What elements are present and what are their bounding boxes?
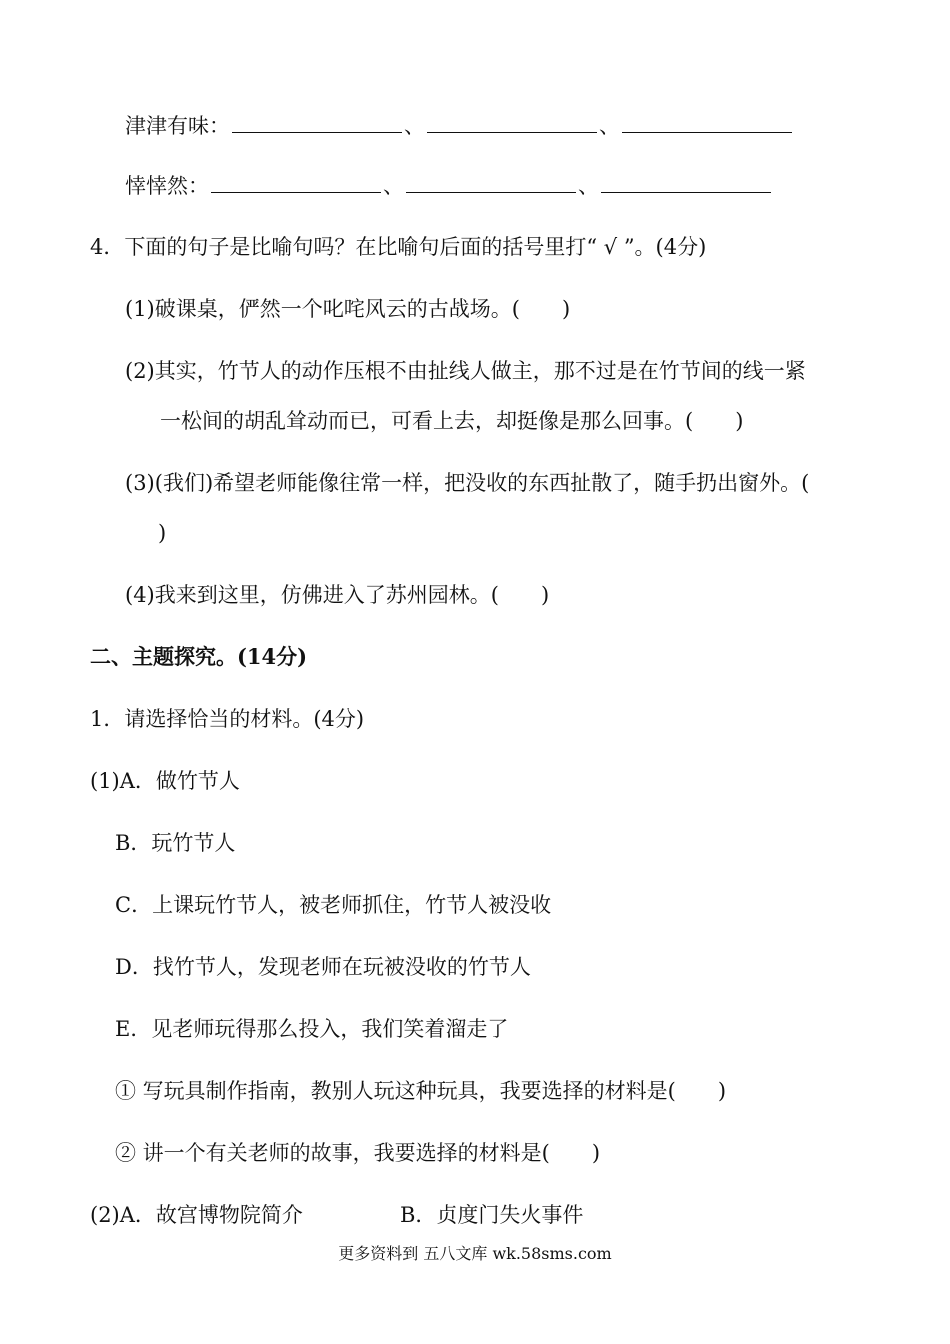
line-label: 津津有味： [125, 114, 230, 138]
fill-line-jinjinyouwei: 津津有味： 、 、 [125, 110, 794, 141]
question-4-1: (1)破课桌，俨然一个叱咤风云的古战场。( ) [125, 297, 571, 321]
option-1a: (1)A．做竹节人 [90, 769, 240, 793]
question-4-2-line1: (2)其实，竹节人的动作压根不由扯线人做主，那不过是在竹节间的线一紧 [125, 359, 806, 383]
answer-blank[interactable] [211, 170, 381, 193]
sub-question-2: ② 讲一个有关老师的故事，我要选择的材料是( ) [115, 1141, 601, 1165]
fill-line-xingxingran: 悻悻然： 、 、 [125, 170, 773, 201]
question-4-4: (4)我来到这里，仿佛进入了苏州园林。( ) [125, 583, 550, 607]
question-s1: 1．请选择恰当的材料。(4分) [90, 707, 365, 731]
question-4: 4．下面的句子是比喻句吗？在比喻句后面的括号里打“ √ ”。(4分) [90, 235, 707, 259]
option-1c: C．上课玩竹节人，被老师抓住，竹节人被没收 [115, 893, 552, 917]
section-2-heading: 二、主题探究。(14分) [90, 644, 308, 669]
option-2a: (2)A．故宫博物院简介 [90, 1203, 303, 1227]
answer-blank[interactable] [601, 170, 771, 193]
answer-blank[interactable] [406, 170, 576, 193]
answer-blank[interactable] [232, 110, 402, 133]
question-4-2-line2: 一松间的胡乱耸动而已，可看上去，却挺像是那么回事。( ) [160, 409, 744, 433]
answer-blank[interactable] [427, 110, 597, 133]
question-4-3-line1: (3)(我们)希望老师能像往常一样，把没收的东西扯散了，随手扔出窗外。( [125, 471, 810, 495]
option-1e: E．见老师玩得那么投入，我们笑着溜走了 [115, 1017, 509, 1041]
question-4-3-line2: ) [158, 521, 167, 545]
option-2b: B．贞度门失火事件 [400, 1203, 584, 1227]
option-1b: B．玩竹节人 [115, 831, 236, 855]
answer-blank[interactable] [622, 110, 792, 133]
line-label: 悻悻然： [125, 174, 209, 198]
page-footer: 更多资料到 五八文库 wk.58sms.com [338, 1244, 612, 1263]
sub-question-1: ① 写玩具制作指南，教别人玩这种玩具，我要选择的材料是( ) [115, 1079, 727, 1103]
option-1d: D．找竹节人，发现老师在玩被没收的竹节人 [115, 955, 531, 979]
